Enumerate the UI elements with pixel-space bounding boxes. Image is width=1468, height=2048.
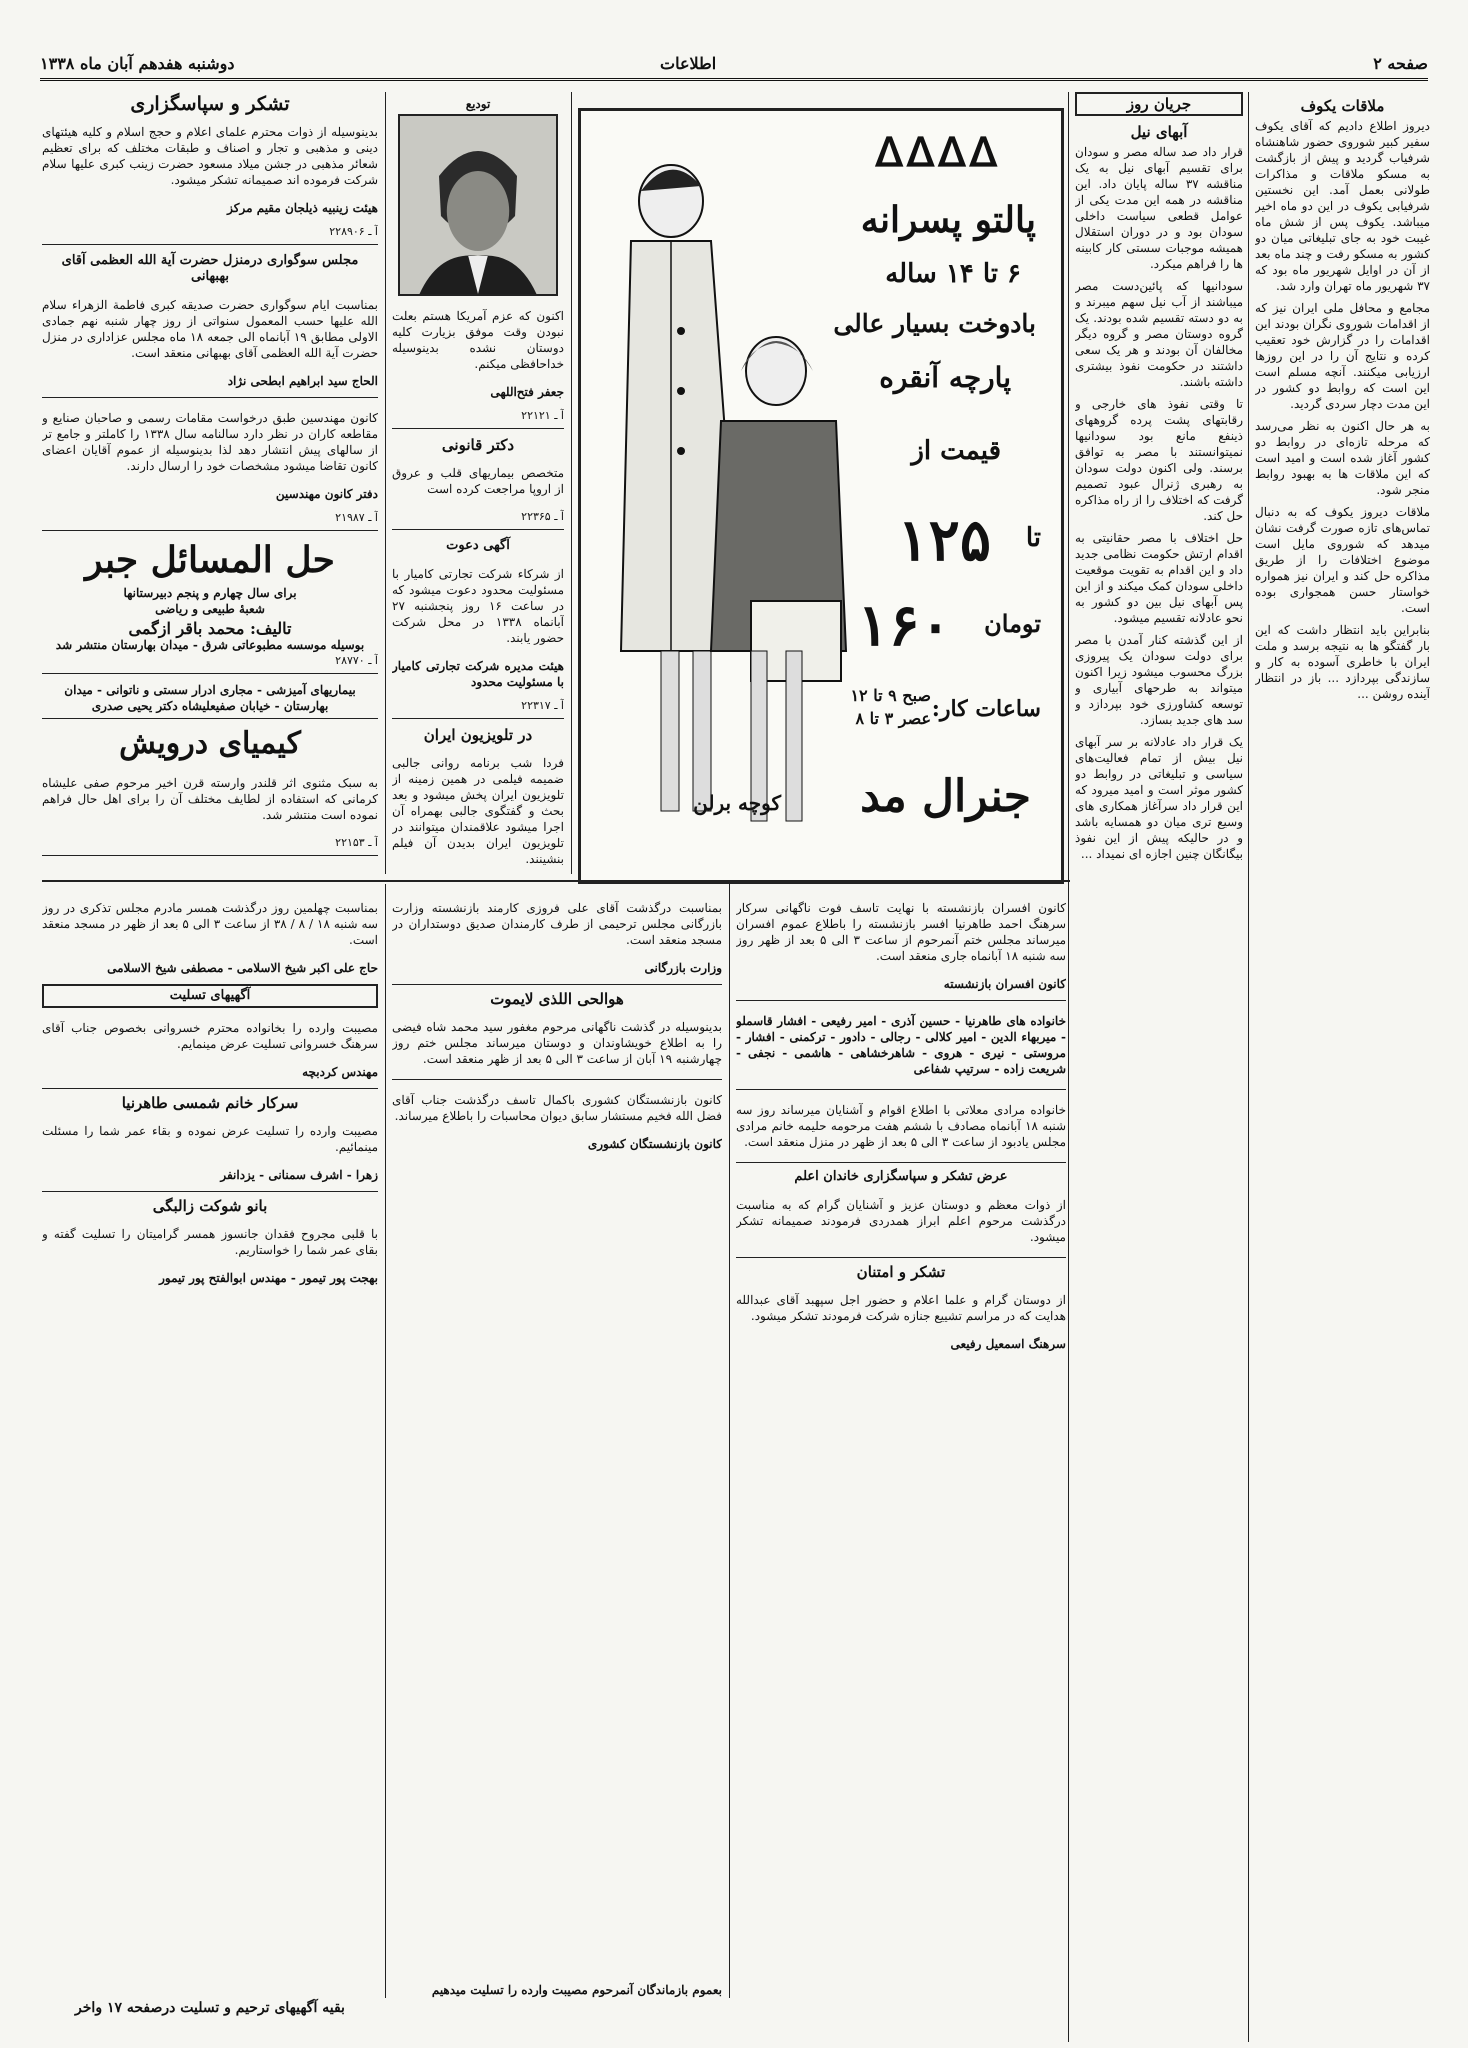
farewell-title: تودیع <box>465 97 491 111</box>
thanks-signature: هیئت زینبیه ذیلجان مقیم مرکز <box>227 201 378 215</box>
portrait-image <box>400 116 556 294</box>
ad-age-range: ۶ تا ۱۴ ساله <box>885 259 1021 289</box>
notice-title: عرض تشکر و سپاسگزاری خاندان اعلم <box>794 1169 1008 1184</box>
notice-title: سرکار خانم شمسی طاهرنیا <box>121 1094 299 1112</box>
book-subtitle: برای سال چهارم و پنجم دبیرستانها <box>123 586 297 600</box>
coat-advertisement <box>578 108 1064 884</box>
tv-text: فردا شب برنامه روانی جالبی ضمیمه فیلمی در همین زمینه از تلویزیون ایران پخش میشود و بعد بحث و گفتگوی جالبی بهمراه آن اجرا میشود علاقمندان میتوانند در تلویزیون ایران بدیدن آن فیلم بنشینند. <box>392 756 564 866</box>
engineers-signature: دفتر کانون مهندسین <box>275 487 378 501</box>
notice-text: مصیبت وارده را بخانواده محترم خسروانی بخصوص جناب آقای سرهنگ خسروانی تسلیت عرض مینمایم. <box>42 1021 378 1051</box>
page-header <box>40 52 1428 81</box>
article-title: آبهای نیل <box>1130 123 1188 141</box>
paragraph: از این گذشته کنار آمدن با مصر برای دولت سودان یک پیروزی بزرگ محسوب میشود زیرا اکنون میتواند به طرحهای آبیاری و توسعه کشاورزی خود بپردازد و سد های جدید بسازد. <box>1075 633 1243 727</box>
notice-signature: مهندس کردبچه <box>302 1065 378 1079</box>
condolence-header: آگهیهای تسلیت <box>42 984 378 1008</box>
column-melaghat <box>1255 92 1430 2042</box>
divider <box>42 1191 378 1192</box>
notice-text: با قلبی مجروح فقدان جانسوز همسر گرامیتان را تسلیت گفته و بقای عمر شما را خواستاریم. <box>42 1227 378 1257</box>
column-divider <box>571 92 572 874</box>
notice-text: مصیبت وارده را تسلیت عرض نموده و بقاء عمر شما را مسئلت مینمائیم. <box>42 1124 378 1154</box>
doctor-code: آ ـ ۲۲۳۶۵ <box>392 509 564 530</box>
paragraph: سودانیها که پائین‌دست مصر میباشند از آب نیل سهم میبرند و به دو دسته تقسیم شده بودند. یک گروه دوستان مصر و گروه دیگر مخالفان آن بودند و هر یک سعی داشتند در حکومت نفوذ بیشتری داشته باشند. <box>1075 279 1243 389</box>
ad-tailoring: بادوخت بسیار عالی <box>833 309 1036 338</box>
notice-title: آگهی دعوت <box>446 538 510 553</box>
paragraph: بنابراین باید انتظار داشت که این بار گفتگو ها به نتیجه برسد و ملت ایران با خاطری آسوده به کار و سازندگی بپردازد ... باز در انتظار آینده روشن ... <box>1255 623 1430 701</box>
divider <box>392 1079 722 1080</box>
notice-text: بمناسبت چهلمین روز درگذشت همسر مادرم مجلس تذکری در روز سه شنبه ۱۸ / ۸ / ۳۸ از ساعت ۳ الی ۵ بعد از ظهر در مسجد منعقد است. <box>42 901 378 947</box>
ad-price-to-label: تا <box>1025 523 1041 553</box>
book-title: حل المسائل جبر <box>85 539 335 581</box>
article-title: ملاقات یکوف <box>1300 97 1385 115</box>
notice-signature: زهرا - اشرف سمنانی - یزدانفر <box>220 1168 378 1182</box>
ad-headline: پالتو پسرانه <box>860 199 1036 241</box>
book-author: تالیف: محمد باقر ازگمی <box>128 619 292 638</box>
section-box: جریان روز <box>1075 92 1243 116</box>
ad-street: کوچه برلن <box>693 791 781 815</box>
farewell-code: آ ـ ۲۲۱۲۱ <box>392 408 564 429</box>
ad-price-from: ۱۲۵ <box>897 506 991 574</box>
notice-text: از دوستان گرام و علما اعلام و حضور اجل سپهبد آقای عبدالله هدایت که در مراسم تشییع جنازه شرکت فرمودند تشکر میشود. <box>736 1293 1066 1323</box>
ad-currency: تومان <box>984 609 1041 638</box>
divider <box>736 1257 1066 1258</box>
footer-continuation: بقیه آگهیهای ترحیم و تسلیت درصفحه ۱۷ واخر <box>75 2000 345 2016</box>
notice-title: هوالحی اللذی لایموت <box>490 990 624 1008</box>
notice-text: خانواده مرادی معلاتی با اطلاع اقوام و آشنایان میرساند روز سه شنبه ۱۸ آبانماه مصادف با ششم هفت مرحومه حلیمه خانم مرادی مجلس یادبود از ساعت ۳ الی ۵ بعد از ظهر در منزل منعقد است. <box>736 1103 1066 1149</box>
paragraph: مجامع و محافل ملی ایران نیز که از اقدامات شوروی نگران بودند این اقدامات را در گزارش خود تعقیب کرده و نتایج آن را در این روزها ارزیابی میکنند. آنچه مسلم است این است که روابط دو کشور در این مدت دچار سردی گردید. <box>1255 301 1430 411</box>
ad-hours-label: ساعات کار: <box>931 696 1041 722</box>
paragraph: دیروز اطلاع دادیم که آقای یکوف سفیر کبیر شوروی حضور شاهنشاه شرفیاب گردید و پیش از بازگشت به مسکو ملاقات و مذاکرات طولانی بعمل آمد. این نخستین شرفیابی یکوف در این دو ماه اخیر میباشد. یکوف پس از شش ماه غیبت خود به جای تبلیغاتی میان دو کشور به مسکو رفت و چند ماه بعد از آن در اوایل شهریور ماه بود که ۳۷ شهریور ماه تهران وارد شد. <box>1255 119 1430 293</box>
notice-signature: کانون افسران بازنشسته <box>943 977 1066 991</box>
mourning-text: بمناسبت ایام سوگواری حضرت صدیقه کبری فاطمة الزهراء سلام الله علیها حسب المعمول سنواتی از روز چهار شنبه نهم جمادی الاولی مطابق ۱۹ آبانماه الی جمعه ۱۸ ماه مجلس عزاداری در منزل حضرت آیة الله العظمی آقای بهبهانی منعقد است. <box>42 298 378 360</box>
paragraph: ملاقات دیروز یکوف که به دنبال تماس‌های تازه صورت گرفت نشان میدهد که شوروی مایل است موضوع اختلافات را از طریق مذاکره حل کند و ایران نیز همواره خواستار حسن همجواری بوده است. <box>1255 505 1430 615</box>
notice-signature: بهجت پور تیمور - مهندس ابوالفتح پور تیمور <box>159 1271 378 1285</box>
column-divider <box>729 884 730 1998</box>
doctor-text: متخصص بیماریهای قلب و عروق از اروپا مراجعت کرده است <box>392 466 564 496</box>
divider <box>42 1088 378 1089</box>
notice-text: خانواده های طاهرنیا - حسین آذری - امیر رفیعی - افشار قاسملو - میربهاء الدین - امیر کلالی - رجالی - دادور - ترکمنی - افشار - مروستی - نیری - هروی - شاهرخشاهی - هاشمی - نجفی - شریعت زاده - سرتیپ شفاعی <box>736 1014 1066 1076</box>
clinic-ad: بیماریهای آمیزشی - مجاری ادرار سستی و ناتوانی - میدان بهارستان - خیابان صفیعلیشاه دکتر یحیی صدری <box>42 682 378 719</box>
paragraph: به هر حال اکنون به نظر می‌رسد که مرحله تازه‌ای در روابط دو کشور آغاز شده است و امید است که این ملاقات ها به بهبود روابط منجر شود. <box>1255 419 1430 497</box>
ad-store-name: جنرال مد <box>860 771 1031 822</box>
farewell-text: اکنون که عزم آمریکا هستم بعلت نبودن وقت موفق بزیارت کلیه دوستان نشده بدینوسیله خداحافظی میکنم. <box>392 309 564 371</box>
paragraph: تا وقتی نفوذ های خارجی و رقابتهای پشت پرده گروههای ذینفع مانع بود سودانیها نمیتوانستند با مصر به توافق برسند. ولی اکنون دولت سودان به رهبری ژنرال عبود تصمیم گرفت که اختلاف را از راه مذاکره حل کند. <box>1075 397 1243 523</box>
column-left-top <box>42 92 378 878</box>
column-nile <box>1075 92 1243 2042</box>
book-code: آ ـ ۲۸۷۷۰ <box>42 653 378 674</box>
lower-column-a <box>42 888 378 1998</box>
lower-column-c <box>736 888 1066 1998</box>
divider <box>42 397 378 398</box>
column-divider <box>1248 92 1249 2042</box>
notice-title: بانو شوکت زالبگی <box>152 1197 268 1215</box>
notice-signature: سرهنگ اسمعیل رفیعی <box>950 1337 1066 1351</box>
ad-fabric: پارچه آنقره <box>879 361 1011 394</box>
column-divider <box>385 884 386 1998</box>
ad-hours-evening: عصر ۳ تا ۸ <box>855 709 931 728</box>
divider <box>736 1162 1066 1163</box>
ad-price-label: قیمت از <box>911 436 1001 466</box>
notice-text: بمناسبت درگذشت آقای علی فروزی کارمند بازنشسته وزارت بازرگانی مجلس ترحیمی از طرف کارمندان صدیق دوستداران در مسجد منعقد است. <box>392 901 722 947</box>
ad-price-to: ۱۶۰ <box>857 591 951 659</box>
divider <box>736 1000 1066 1001</box>
notice-text: کانون افسران بازنشسته با نهایت تاسف فوت ناگهانی سرکار سرهنگ احمد طاهرنیا افسر بازنشسته را باطلاع عموم افسران میرساند مجلس ختم آنمرحوم از ساعت ۳ الی ۵ بعد از ظهر روز سه شنبه ۱۸ آبانماه جاری منعقد است. <box>736 901 1066 963</box>
notice-text: کانون بازنشستگان کشوری باکمال تاسف درگذشت جناب آقای فضل الله فخیم مستشار سابق دیوان محاسبات را باطلاع میرساند. <box>392 1093 722 1123</box>
divider <box>392 984 722 985</box>
notice-signature: حاج علی اکبر شیخ الاسلامی - مصطفی شیخ الاسلامی <box>107 961 378 975</box>
lower-column-b <box>392 888 722 1998</box>
illustration-boy-girl <box>601 131 851 861</box>
notice-code: آ ـ ۲۲۳۱۷ <box>392 698 564 719</box>
footer-condolence: بعموم بازماندگان آنمرحوم مصیبت وارده را تسلیت میدهیم <box>431 1983 722 1997</box>
thanks-title: تشکر و سپاسگزاری <box>130 93 290 115</box>
notice-text: از شرکاء شرکت تجارتی کامیار با مسئولیت محدود دعوت میشود که در ساعت ۱۶ روز پنجشنبه ۲۷ آبانماه ۱۳۳۸ در محل شرکت حضور یابند. <box>392 567 564 645</box>
notice-text: بدینوسیله در گذشت ناگهانی مرحوم مغفور سید محمد شاه فیضی را به اطلاع خویشاوندان و دوستان میرساند مجلس ختم روز چهارشنبه ۱۹ آبان از ساعت ۳ الی ۵ بعد از ظهر منعقد است. <box>392 1020 722 1066</box>
store-logo: ᐃᐃᐃᐃ <box>875 129 1001 176</box>
notice-text: از ذوات معظم و دوستان عزیز و آشنایان گرام که به مناسبت درگذشت مرحوم اعلم ابراز همدردی فرمودند صمیمانه تشکر میشود. <box>736 1198 1066 1244</box>
thanks-text: بدینوسیله از ذوات محترم علمای اعلام و حجج اسلام و کلیه هیئتهای دینی و مذهبی و تجار و اصناف و طبقات مختلف که برای تعظیم شعائر مذهبی در جشن میلاد مسعود حضرت زینب کبری علیها سلام شرکت فرموده اند صمیمانه تشکر میشود. <box>42 125 378 187</box>
mourning-title: مجلس سوگواری درمنزل حضرت آیة الله العظمی آقای بهبهانی <box>61 253 359 284</box>
paragraph: یک قرار داد عادلانه بر سر آبهای نیل بیش از تمام فعالیت‌های سیاسی و تبلیغاتی در روابط دو کشور موثر است و امید میرود که این قرار داد سرآغاز همکاری های وسیع تری میان دو همسایه باشد و در حالیکه پیش از این نفوذ بیگانگان چنین اجازه ای نمیداد ... <box>1075 735 1243 861</box>
paragraph: حل اختلاف با مصر حقانیتی به اقدام ارتش حکومت نظامی جدید داد و این اقدام به تقویت موقعیت داخلی سودان کمک میکند و از این پس آبهای نیل بین دو کشور به نحو عادلانه تقسیم میشود. <box>1075 531 1243 625</box>
divider <box>736 1089 1066 1090</box>
farewell-name: جعفر فتح‌اللهی <box>490 385 564 399</box>
column-small-notices <box>392 96 564 876</box>
tv-title: در تلویزیون ایران <box>423 726 533 744</box>
page-label: صفحه ۲ <box>1373 54 1428 73</box>
doctor-title: دکتر قانونی <box>441 436 515 454</box>
notice-signature: کانون بازنشستگان کشوری <box>587 1137 722 1151</box>
engineers-text: کانون مهندسین طبق درخواست مقامات رسمی و صاحبان صنایع و مقاطعه کاران در نظر دارد سالنامه سال ۱۳۳۸ را کاملتر و جامع تر از سالهای پیش انتشار دهد لذا بدینوسیله از عموم آقایان اعضای کانون تقاضا میشود مشخصات خود را ارسال دارند. <box>42 411 378 473</box>
notice-signature: هیئت مدیره شرکت تجارتی کامیار با مسئولیت محدود <box>392 659 564 689</box>
paper-name: اطلاعات <box>660 54 717 73</box>
book2-text: به سبک مثنوی اثر قلندر وارسته قرن اخیر مرحوم صفی علیشاه کرمانی که استفاده از لطایف مختلف آن را برای اهل حال فراهم نموده است منتشر شد. <box>42 776 378 822</box>
portrait-photo <box>398 114 558 296</box>
column-divider <box>1068 92 1069 2042</box>
notice-title: تشکر و امتنان <box>856 1263 946 1281</box>
section-divider <box>42 880 1070 882</box>
book-subtitle-2: شعبهٔ طبیعی و ریاضی <box>155 602 265 616</box>
thanks-code: آ ـ ۲۲۸۹۰۶ <box>42 224 378 245</box>
column-divider <box>385 92 386 874</box>
notice-signature: وزارت بازرگانی <box>644 961 722 975</box>
ad-hours-morning: صبح ۹ تا ۱۲ <box>850 686 931 705</box>
mourning-signature: الحاج سید ابراهیم ابطحی نژاد <box>227 374 378 388</box>
engineers-code: آ ـ ۲۱۹۸۷ <box>42 510 378 531</box>
issue-date: دوشنبه هفدهم آبان ماه ۱۳۳۸ <box>40 54 235 73</box>
book-publisher: بوسیله موسسه مطبوعاتی شرق - میدان بهارستان منتشر شد <box>55 638 365 652</box>
book2-code: آ ـ ۲۲۱۵۳ <box>42 835 378 856</box>
paragraph: قرار داد صد ساله مصر و سودان برای تقسیم آبهای نیل به یک مناقشه ۳۷ ساله پایان داد. این مناقشه در همه این مدت یکی از عوامل قطعی سیاست داخلی سودان بود و در دوران استقلال همیشه موجبات سستی کار کابینه ها را فراهم میکرد. <box>1075 145 1243 271</box>
book2-title: کیمیای درویش <box>119 726 301 761</box>
